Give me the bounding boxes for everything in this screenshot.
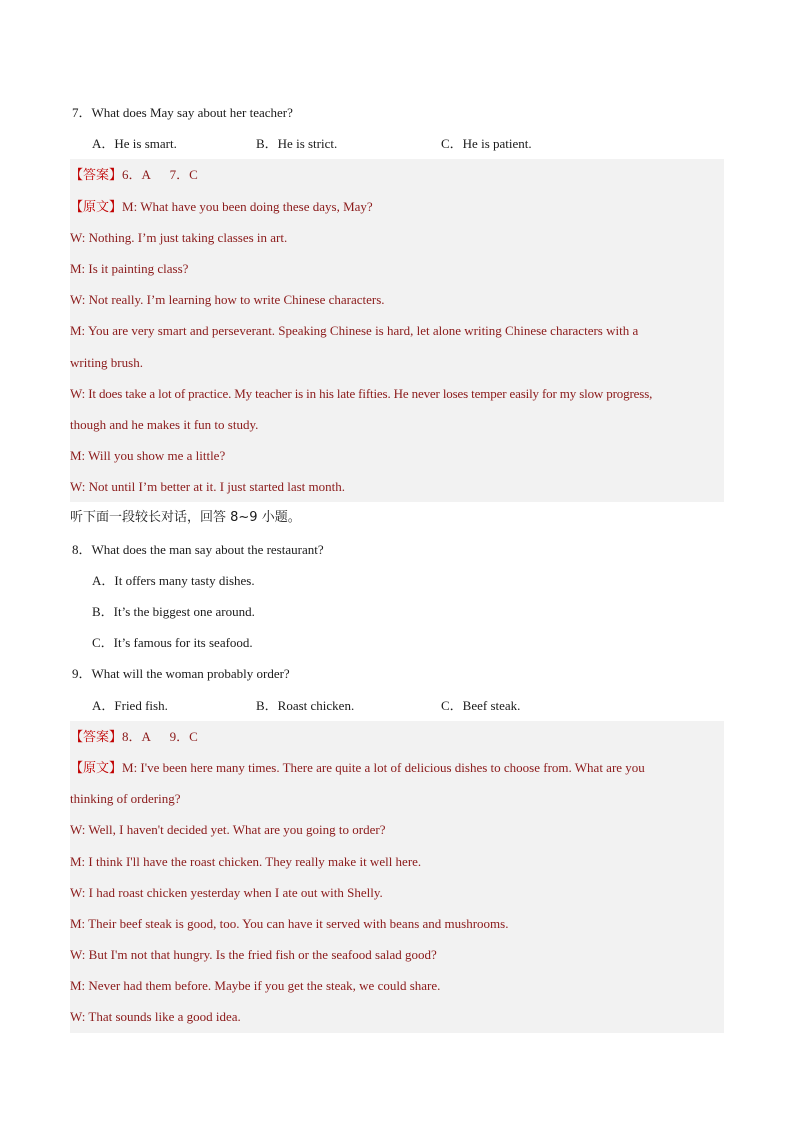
answer-line-2 (70, 721, 724, 752)
q9-option-a: A．Fried fish. (92, 697, 168, 713)
transcript-line: W: Not until I’m better at it. I just started last month. (70, 479, 345, 495)
question-7: 7．What does May say about her teacher? (72, 105, 293, 120)
answer-block-1 (70, 159, 724, 502)
transcript-line: W: But I'm not that hungry. Is the fried fish or the seafood salad good? (70, 947, 437, 963)
section-header: 听下面一段较长对话，回答 8~9 小题。 (70, 510, 301, 526)
q9-option-b: B．Roast chicken. (256, 697, 355, 713)
transcript-line: M: Is it painting class? (70, 260, 189, 276)
transcript-line (70, 752, 724, 783)
transcript-line: M: I think I'll have the roast chicken. They really make it well here. (70, 853, 422, 869)
document-page (70, 97, 724, 1033)
answer-text: 8．A 9．C (122, 728, 198, 744)
question-9: 9．What will the woman probably order? (72, 666, 290, 682)
q7-option-b: B．He is strict. (256, 136, 338, 152)
transcript-line: W: It does take a lot of practice. My teacher is in his late fifties. He never loses temper easily for my slow progress, (70, 385, 653, 401)
q7-option-c: C．He is patient. (441, 136, 532, 152)
q8-option-a: A．It offers many tasty dishes. (92, 572, 255, 588)
transcript-line: M: Will you show me a little? (70, 448, 226, 464)
q8-option-c: C．It’s famous for its seafood. (92, 635, 253, 651)
transcript-text: M: What have you been doing these days, May? (122, 198, 373, 214)
answer-line-1 (70, 159, 724, 190)
answer-text: 6．A 7．C (122, 167, 198, 183)
q8-option-b: B．It’s the biggest one around. (92, 604, 255, 619)
transcript-line: W: Well, I haven't decided yet. What are you going to order? (70, 822, 386, 838)
transcript-line: W: Not really. I’m learning how to write Chinese characters. (70, 292, 385, 308)
q7-option-a: A．He is smart. (92, 136, 177, 152)
answer-tag: 【答案】 (70, 729, 123, 745)
question-7-options (70, 128, 724, 159)
question-9-options (70, 690, 724, 721)
answer-block-2 (70, 721, 724, 1033)
transcript-line (70, 191, 724, 222)
source-tag: 【原文】 (70, 760, 123, 776)
transcript-line: W: I had roast chicken yesterday when I ate out with Shelly. (70, 884, 383, 900)
transcript-line: M: Never had them before. Maybe if you get the steak, we could share. (70, 978, 441, 994)
transcript-line: M: Their beef steak is good, too. You can have it served with beans and mushrooms. (70, 915, 509, 931)
transcript-line: M: You are very smart and perseverant. Speaking Chinese is hard, let alone writing Chinese characters with a (70, 323, 639, 339)
transcript-line: W: That sounds like a good idea. (70, 1009, 241, 1025)
q9-option-c: C．Beef steak. (441, 697, 521, 713)
transcript-line: thinking of ordering? (70, 791, 181, 807)
transcript-line: though and he makes it fun to study. (70, 416, 259, 432)
transcript-text: M: I've been here many times. There are quite a lot of delicious dishes to choose from. What are you (122, 759, 645, 775)
source-tag: 【原文】 (70, 199, 123, 215)
transcript-line: writing brush. (70, 354, 143, 370)
question-8: 8．What does the man say about the restaurant? (72, 541, 324, 557)
answer-tag: 【答案】 (70, 168, 123, 184)
transcript-line: W: Nothing. I’m just taking classes in art. (70, 229, 288, 245)
